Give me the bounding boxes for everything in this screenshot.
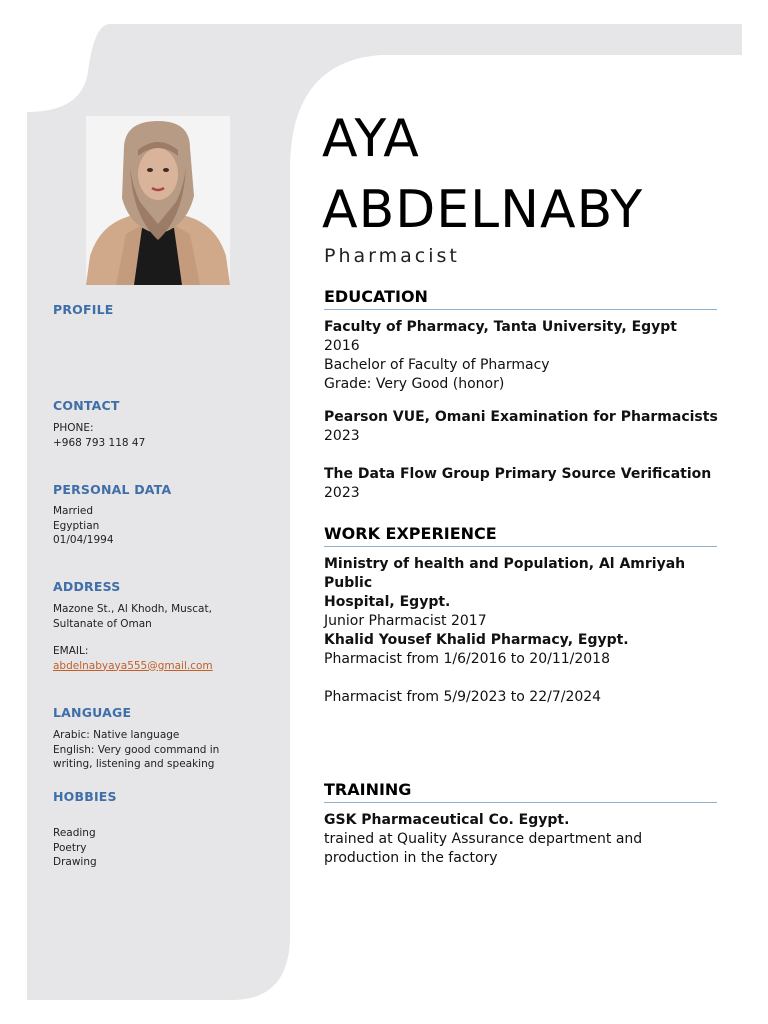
education-year: 2023 [324,485,360,501]
work-experience-heading: WORK EXPERIENCE [324,524,717,547]
address-line-1: Mazone St., Al Khodh, Muscat, [53,603,212,615]
work-detail: Junior Pharmacist 2017 [324,613,487,629]
training-detail: production in the factory [324,850,498,866]
marital-status: Married [53,505,93,517]
work-title: Ministry of health and Population, Al Amriyah Public [324,556,686,591]
address-block [53,602,212,631]
personal-data-heading: PERSONAL DATA [53,482,172,497]
training-entry [324,811,724,868]
work-entry [324,631,724,669]
address-line-2: Sultanate of Oman [53,617,152,630]
language-line-3: writing, listening and speaking [53,758,215,770]
address-heading: ADDRESS [53,579,121,594]
language-heading: LANGUAGE [53,705,132,720]
last-name: ABDELNABY [322,180,644,240]
first-name: AYA [322,109,420,169]
education-title: The Data Flow Group Primary Source Verification [324,466,712,482]
profile-heading: PROFILE [53,302,114,317]
education-title: Pearson VUE, Omani Examination for Pharmacists [324,409,718,425]
work-entry [324,555,724,631]
education-year: 2016 [324,338,360,354]
language-line-1: Arabic: Native language [53,729,180,741]
contact-block [53,421,145,450]
work-title: Hospital, Egypt. [324,594,451,610]
contact-heading: CONTACT [53,398,120,413]
hobbies-list [53,826,97,870]
education-entry [324,408,724,446]
birth-date: 01/04/1994 [53,534,114,546]
education-detail: Grade: Very Good (honor) [324,376,505,392]
hobby-item: Reading [53,827,96,839]
work-title: Khalid Yousef Khalid Pharmacy, Egypt. [324,632,629,648]
training-detail: trained at Quality Assurance department and [324,831,643,847]
education-entry [324,465,724,503]
phone-label: PHONE: [53,422,94,434]
language-line-2: English: Very good command in [53,743,220,756]
education-detail: Bachelor of Faculty of Pharmacy [324,357,550,373]
training-heading: TRAINING [324,780,717,803]
education-title: Faculty of Pharmacy, Tanta University, Egypt [324,319,677,335]
work-detail: Pharmacist from 5/9/2023 to 22/7/2024 [324,689,602,705]
language-block [53,728,219,772]
profile-photo [86,116,230,285]
nationality: Egyptian [53,519,100,532]
job-title: Pharmacist [324,245,460,267]
hobbies-heading: HOBBIES [53,789,117,804]
work-detail: Pharmacist from 1/6/2016 to 20/11/2018 [324,651,610,667]
personal-data-block [53,504,114,548]
email-link[interactable]: abdelnabyaya555@gmail.com [53,659,213,672]
email-block [53,644,213,673]
hobby-item: Poetry [53,841,87,854]
email-label: EMAIL: [53,645,89,657]
hobby-item: Drawing [53,856,97,868]
education-entry [324,318,724,394]
work-entry [324,688,724,707]
training-title: GSK Pharmaceutical Co. Egypt. [324,812,570,828]
education-heading: EDUCATION [324,287,717,310]
phone-value: +968 793 118 47 [53,436,146,449]
education-year: 2023 [324,428,360,444]
